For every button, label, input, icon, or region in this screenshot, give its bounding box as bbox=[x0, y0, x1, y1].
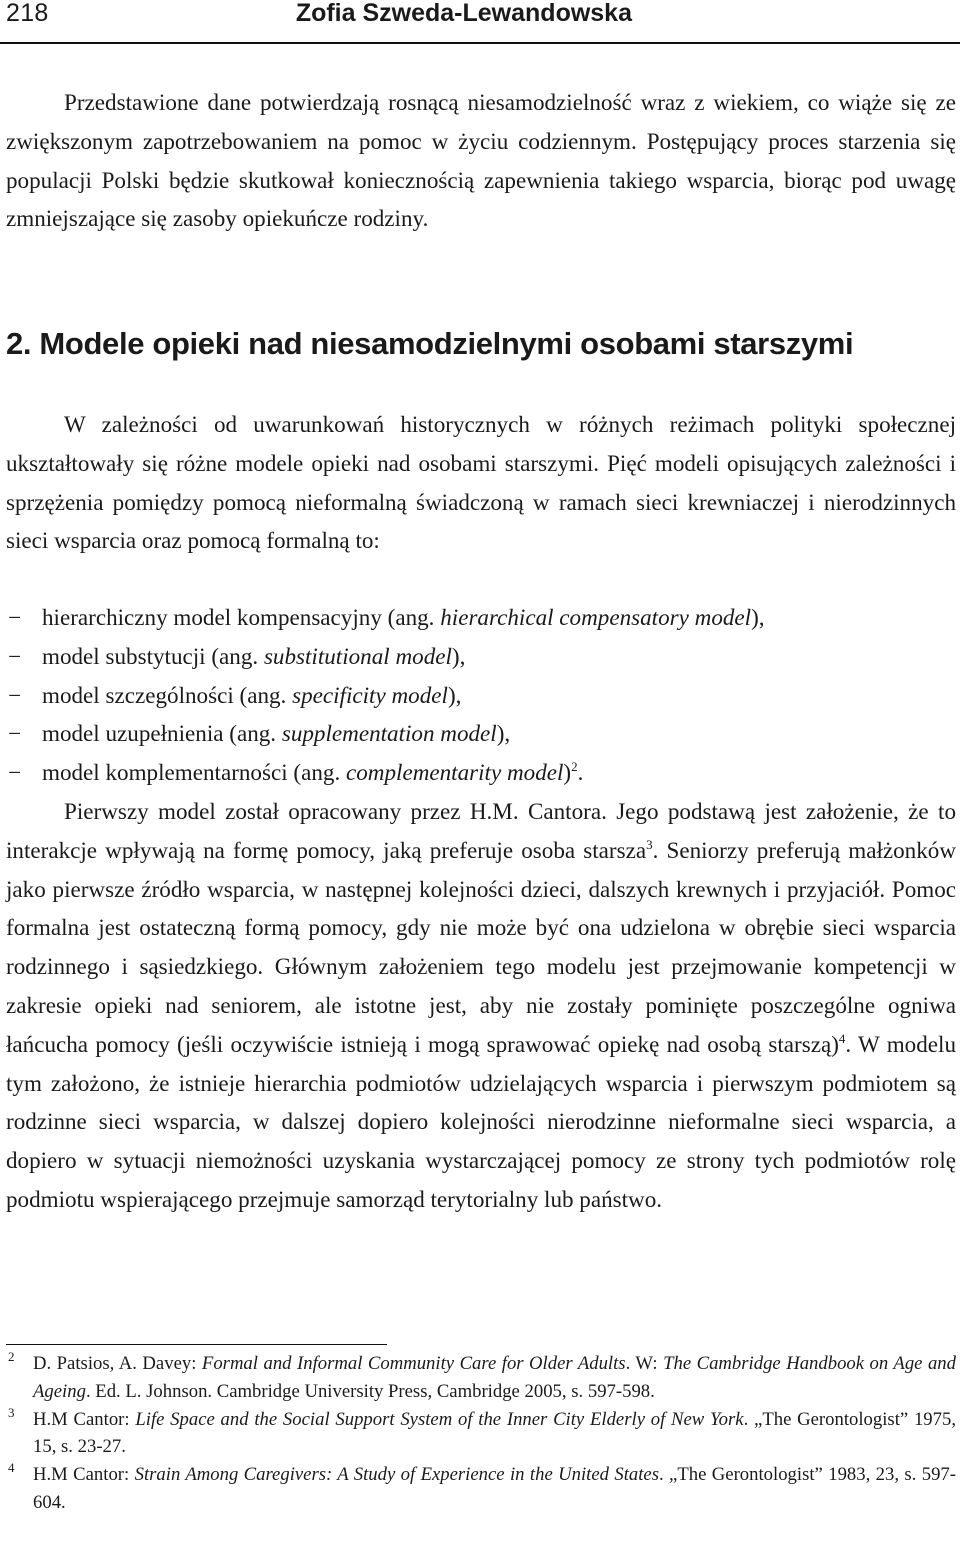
paragraph-text: Pierwszy model został opracowany przez H.M. Cantora. Jego podstawą jest założenie, że to interakcje wpływają na formę pomocy, jaką preferuje osoba starsza bbox=[6, 798, 956, 863]
header-rule bbox=[0, 42, 960, 44]
footnote-ref[interactable]: 3 bbox=[646, 836, 653, 852]
paragraph-text: . Seniorzy preferują małżonków jako pierwsze źródło wsparcia, w następnej kolejności dzieci, dalszych krewnych i przyjaciół. Pomoc formalna jest ostateczną formą pomocy, gdy nie może być ona udzielona w obrębie sieci wsparcia rodzinnego i sąsiedzkiego. Głównym założeniem tego modelu jest przejmowanie kompetencji w zakresie opieki nad seniorem, ale istotne jest, aby nie zostały pominięte poszczególne ogniwa łańcucha pomocy (jeśli oczywiście istnieją i mogą sprawować opiekę nad osobą starszą) bbox=[6, 836, 956, 1057]
footnotes bbox=[6, 1350, 956, 1517]
page-header bbox=[0, 0, 960, 46]
footnote-number: 2 bbox=[8, 1349, 15, 1364]
list-item-punct: ) bbox=[563, 759, 572, 786]
list-item-punct: ), bbox=[751, 604, 765, 630]
list-item-punct: ), bbox=[451, 642, 466, 669]
list-item-term: hierarchical compensatory model bbox=[440, 604, 752, 630]
dash-bullet: − bbox=[8, 604, 22, 630]
list-item-term: substitutional model bbox=[263, 642, 452, 669]
footnote-ref[interactable]: 4 bbox=[838, 1030, 846, 1046]
running-head-author: Zofia Szweda-Lewandowska bbox=[295, 0, 632, 27]
list-item bbox=[6, 714, 956, 753]
list-item bbox=[6, 637, 956, 676]
footnote-text: . W: bbox=[625, 1353, 664, 1374]
list-item-text: hierarchiczny model kompensacyjny (ang. bbox=[42, 604, 441, 630]
models-list bbox=[6, 598, 956, 792]
list-item-punct: . bbox=[577, 759, 584, 786]
list-item-punct: ), bbox=[447, 681, 462, 708]
list-item-text: model komplementarności (ang. bbox=[42, 759, 346, 786]
list-item-term: complementarity model bbox=[346, 759, 564, 786]
footnote-text: D. Patsios, A. Davey: bbox=[33, 1353, 202, 1374]
paragraph-models-intro: W zależności od uwarunkowań historycznych w różnych reżimach polityki społecznej ukształtowały się różne modele opieki nad osobami starszymi. Pięć modeli opisujących zależności i sprzężenia pomiędzy pomocą nieformalną świadczoną w ramach sieci krewniaczej i nierodzinnych sieci wsparcia oraz pomocą formalną to: bbox=[6, 411, 956, 554]
paragraph-cantor-model bbox=[6, 792, 956, 1219]
footnote-ref[interactable]: 2 bbox=[571, 759, 578, 775]
list-item bbox=[6, 753, 956, 792]
dash-bullet: − bbox=[8, 759, 22, 786]
section-heading: 2. Modele opieki nad niesamodzielnymi osobami starszymi bbox=[6, 326, 854, 361]
page-number: 218 bbox=[6, 0, 49, 27]
list-item-punct: ), bbox=[496, 720, 511, 747]
footnote-text: . Ed. L. Johnson. Cambridge University Press, Cambridge 2005, s. 597-598. bbox=[85, 1380, 655, 1402]
footnote-text: . „The Gerontologist” 1975, 15, s. 23-27. bbox=[33, 1408, 956, 1458]
footnote bbox=[6, 1461, 956, 1517]
footnote-title: Strain Among Caregivers: A Study of Experience in the United States bbox=[134, 1464, 659, 1486]
list-item-term: supplementation model bbox=[281, 720, 497, 747]
footnote bbox=[6, 1350, 956, 1406]
list-item-term: specificity model bbox=[292, 681, 448, 708]
dash-bullet: − bbox=[8, 720, 22, 747]
list-item bbox=[6, 676, 956, 715]
paragraph-intro: Przedstawione dane potwierdzają rosnącą niesamodzielność wraz z wiekiem, co wiąże się ze zwiększonym zapotrzebowaniem na pomoc w życiu codziennym. Postępujący proces starzenia się populacji Polski będzie skutkował koniecznością zapewnienia takiego wsparcia, biorąc pod uwagę zmniejszające się zasoby opiekuńcze rodziny. bbox=[6, 89, 956, 232]
list-item-text: model uzupełnienia (ang. bbox=[42, 720, 282, 747]
list-item-text: model substytucji (ang. bbox=[42, 642, 264, 669]
footnote-title: The Cambridge Handbook on Age and Ageing bbox=[33, 1353, 956, 1402]
footnote-title: Life Space and the Social Support System of the Inner City Elderly of New York bbox=[135, 1408, 744, 1430]
footnote-text: H.M Cantor: bbox=[33, 1464, 135, 1486]
dash-bullet: − bbox=[8, 642, 22, 669]
footnote-text: . „The Gerontologist” 1983, 23, s. 597-604. bbox=[33, 1464, 956, 1513]
list-item-text: model szczególności (ang. bbox=[42, 681, 293, 708]
footnote-number: 4 bbox=[8, 1460, 15, 1476]
paragraph-text: . W modelu tym założono, że istnieje hierarchia podmiotów udzielających wsparcia i pierwszym podmiotem są rodzinne sieci wsparcia, w dalszej dopiero kolejności nierodzinne nieformalne sieci wsparcia, a dopiero w sytuacji niemożności uzyskania wystarczającej pomocy ze strony tych podmiotów rolę podmiotu wspierającego przejmuje samorząd terytorialny lub państwo. bbox=[6, 1030, 956, 1212]
footnote-rule bbox=[6, 1344, 387, 1345]
footnote-text: H.M Cantor: bbox=[33, 1408, 136, 1430]
footnote-number: 3 bbox=[8, 1404, 15, 1420]
footnote-title: Formal and Informal Community Care for Older Adults bbox=[201, 1353, 626, 1374]
footnote bbox=[6, 1406, 956, 1462]
dash-bullet: − bbox=[8, 681, 22, 708]
list-item bbox=[6, 598, 956, 637]
